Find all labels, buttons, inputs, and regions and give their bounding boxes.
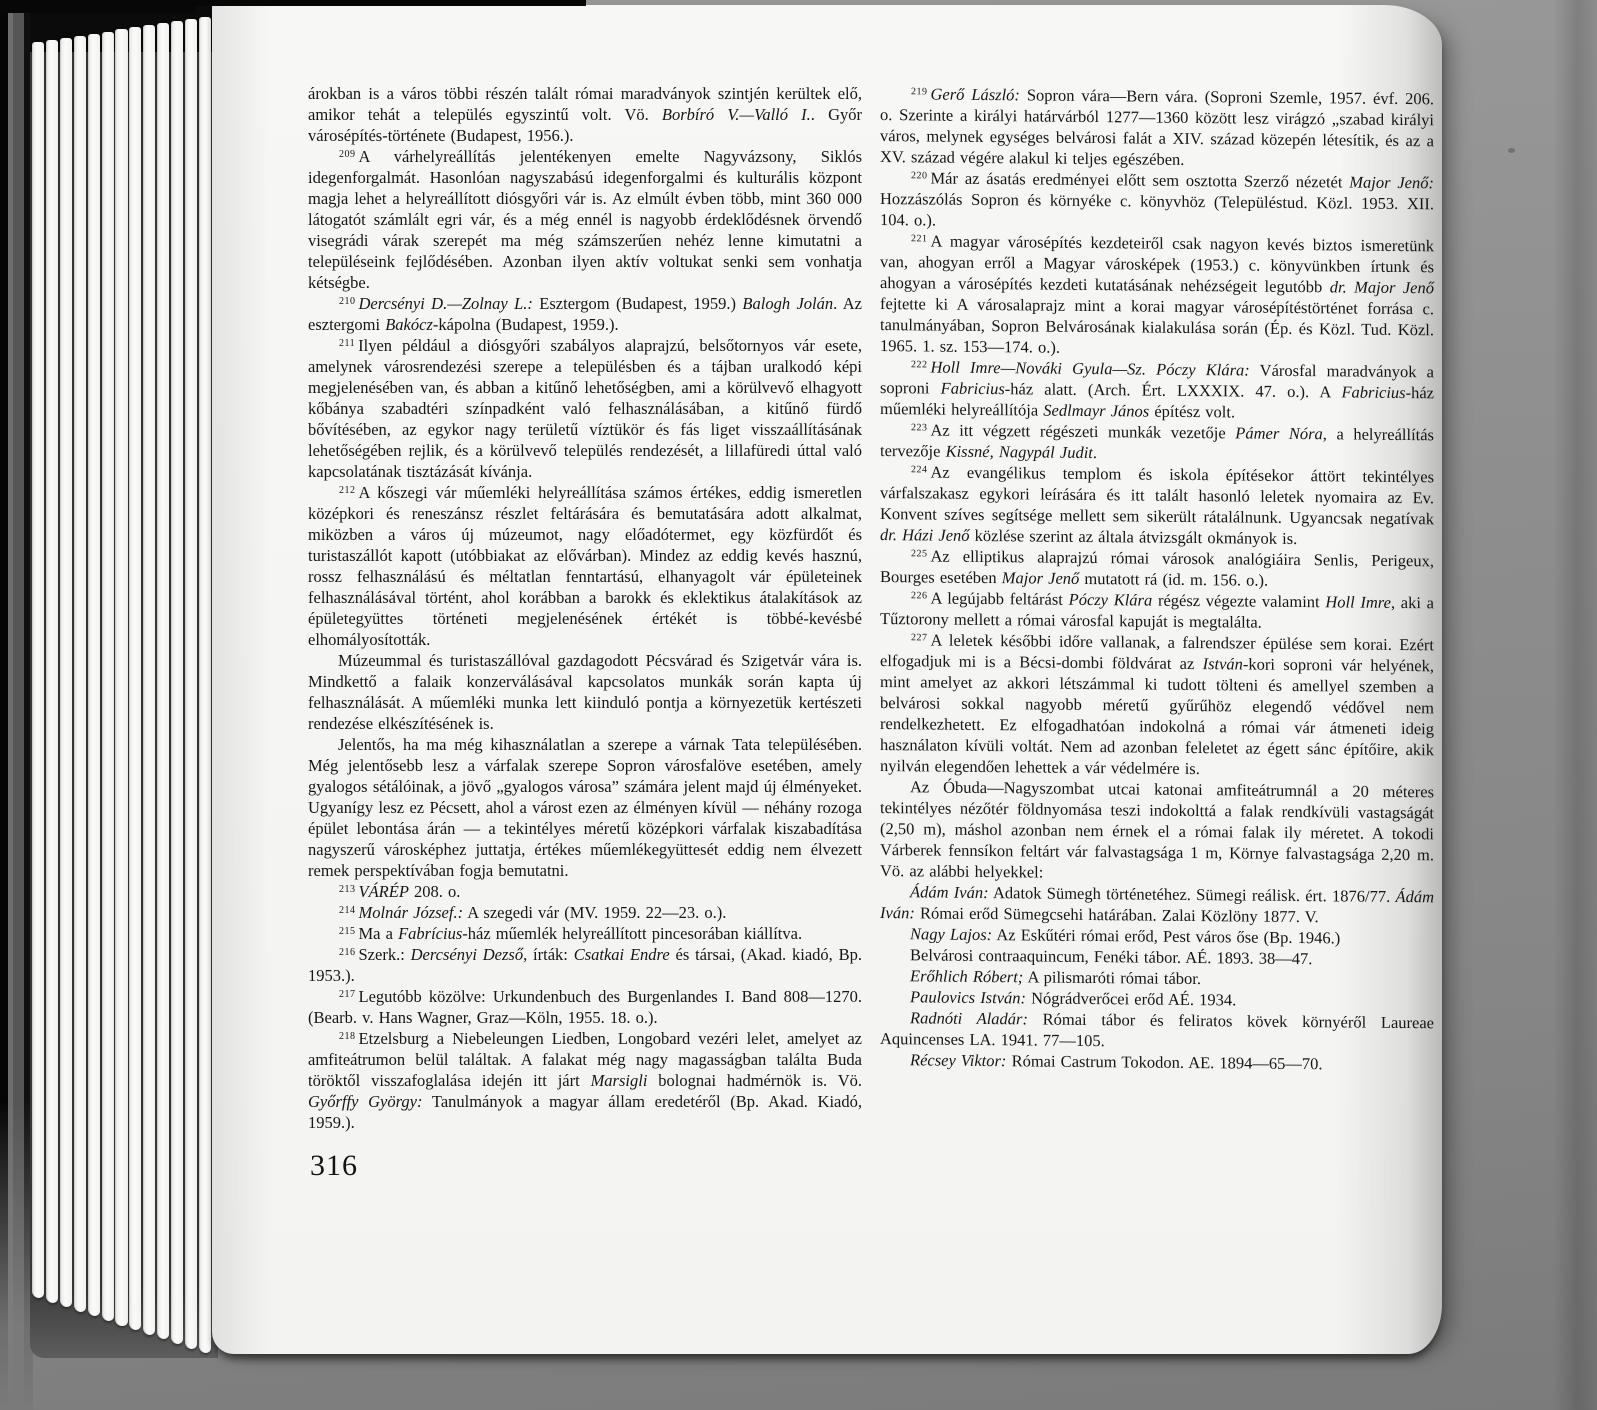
body-text: Római erőd Sümegcsehi határában. Zalai Közlöny 1877. V. — [914, 903, 1319, 927]
body-text: Szerk.: — [358, 945, 411, 964]
italic-text: Ádám Iván: — [910, 882, 989, 903]
italic-text: Holl Imre — [1325, 592, 1391, 612]
body-text: A pilismaróti római tábor. — [1023, 967, 1201, 989]
italic-text: Erőhlich Róbert; — [910, 966, 1024, 987]
page-edge-stack — [30, 6, 218, 1358]
footnote-number: 227 — [911, 632, 928, 644]
page-edge-strip — [157, 23, 169, 1339]
page-edge-strip — [102, 32, 114, 1322]
body-text: bolognai hadmérnök is. Vö. — [647, 1071, 862, 1090]
body-text: Jelentős, ha ma még kihasználatlan a szerepe a várnak Tata településében. Még jelentősebb lesz a várfalak szerepe Sopron városfalöve esetében, amely gyalogos sétálóinak, a jövő „gyalogos városa” számára jelent majd új élményeket. Ugyanígy lesz ez Pécsett, ahol a várost ezen az élményen kívül — néhány rozoga épület lebontása árán — a tekintélyes méretű középkori várfalak kiszabadítása nagyszerű városképhez juttatja, értékes műemlékegyüttesét eddig nem élvezett remek perspektívában fogja bemutatni. — [308, 735, 862, 880]
text-paragraph — [880, 1049, 1434, 1075]
italic-text: Borbíró V.—Valló I. — [661, 105, 811, 124]
text-paragraph — [308, 83, 862, 146]
footnote-number: 211 — [339, 338, 356, 349]
footnote-paragraph — [308, 986, 862, 1028]
italic-text: VÁRÉP — [358, 882, 409, 901]
page-edge-strip — [115, 29, 127, 1325]
column-left — [308, 83, 862, 1181]
body-text: A várhelyreállítás jelentékenyen emelte Nagyvázsony, Siklós idegenforgalmát. Hasonlóan nagyszabású idegenforgalmi és kulturális központ magja lehet a helyreállított diósgyőri vár is. Az elmúlt évben több, mint 360 000 látogatót számlált egri vár, és a még ennél is nagyobb érdeklődésnek örvendő visegrádi várak szerepét ma még számszerűen nehéz lenne kimutatni a településeink fejlődésében. Azonban ilyen aktív voltukat senki sem vonhatja kétségbe. — [308, 147, 862, 292]
body-text: Ma a — [358, 924, 399, 943]
body-text: . Az esztergomi — [308, 294, 862, 334]
body-text: , írták: — [523, 945, 574, 964]
italic-text: Marsigli — [590, 1071, 648, 1090]
body-text: 208. o. — [408, 882, 461, 901]
italic-text: Nagy Lajos: — [910, 924, 993, 945]
footnote-paragraph — [880, 587, 1434, 634]
footnote-paragraph — [308, 293, 862, 335]
footnote-number: 216 — [339, 947, 356, 958]
italic-text: Fabricius — [940, 378, 1005, 399]
text-paragraph — [880, 1007, 1434, 1054]
footnote-paragraph — [880, 629, 1434, 781]
body-text: Városfal maradványok a soproni — [880, 360, 1434, 398]
italic-text: Major Jenő — [1001, 568, 1080, 588]
scan-speck — [1508, 148, 1515, 153]
body-text: A magyar városépítés kezdeteiről csak nagyon kevés biztos ismeretünk van, ahogyan erről a Magyar városképek (1953.) c. könyvünkben írtunk és ahogyan a városépítés kezdeti kutatásának nehézségeit legutóbb — [880, 231, 1434, 297]
body-text: Nógrádverőcei erőd AÉ. 1934. — [1026, 988, 1237, 1010]
page-edge-strip — [46, 40, 58, 1303]
page-edge-strip — [171, 21, 183, 1344]
page-edge-strip — [74, 36, 86, 1312]
scanner-right-band — [1553, 0, 1597, 1410]
italic-text: dr. Major Jenő — [1329, 277, 1434, 298]
italic-text: Csatkai Endre — [573, 945, 670, 964]
footnote-paragraph — [308, 482, 862, 650]
footnote-number: 221 — [911, 233, 928, 245]
footnote-number: 222 — [911, 359, 928, 371]
body-text: Etzelsburg a Niebeleungen Liedben, Longobard vezéri lelet, amelyet az amfiteátrumon belül találtak. A falakat még nagy magasságban találta Buda töröktől visszafoglalása idején itt járt — [308, 1029, 862, 1090]
footnote-number: 218 — [339, 1031, 356, 1042]
italic-text: Dercsényi Dezső — [410, 945, 524, 964]
body-text: fejtette ki A városalaprajz mint a korai magyar városépítéstörténet forrása c. tanulmányában, Sopron Belvárosának kialakulása során (Ép. és Közl. Tud. Közl. 1965. 1. sz. 153—174. o.). — [880, 294, 1434, 357]
footnote-paragraph — [308, 923, 862, 944]
body-text: Adatok Sümegh történetéhez. Sümegi reálisk. ért. 1876/77. — [988, 883, 1396, 906]
body-text: árokban is a város többi részén talált római maradványok szintjén kerültek elő, amikor tehát a település egyszintű volt. Vö. — [308, 84, 862, 124]
italic-text: Kissné, Nagypál Judit — [945, 441, 1093, 463]
footnote-number: 209 — [339, 149, 356, 160]
italic-text: Győrffy György: — [308, 1092, 423, 1111]
italic-text: Póczy Klára — [1068, 589, 1153, 610]
footnote-number: 225 — [911, 548, 928, 560]
body-text: Hozzászólás Sopron és környéke c. könyvhöz (Településtud. Közl. 1953. XII. 104. o.). — [880, 189, 1434, 230]
body-text: Legutóbb közölve: Urkundenbuch des Burgenlandes I. Band 808—1270. (Bearb. v. Hans Wagner, Graz—Köln, 1955. 18. o.). — [308, 987, 862, 1027]
body-text: Az evangélikus templom és iskola építésekor áttört tekintélyes várfalszakasz egykori leírására és itt talált hasonló leletek nyomaira az Ev. Konvent szíves segítsége mellett sem sikerült rátalálnunk. Ugyancsak negatívak — [880, 462, 1434, 529]
text-paragraph — [880, 776, 1434, 886]
footnote-paragraph — [308, 881, 862, 902]
footnote-number: 219 — [911, 86, 928, 98]
page-edge-strip — [32, 42, 44, 1298]
body-text: , aki a Tűztorony mellett a római városfal kapuját is megtalálta. — [880, 592, 1434, 632]
body-text: építész volt. — [1149, 401, 1236, 422]
body-text: Az elliptikus alaprajzú római városok analógiáira Senlis, Perigeux, Bourges esetében — [880, 546, 1434, 588]
page-edge-strip — [185, 19, 197, 1349]
body-text: . — [1092, 443, 1098, 463]
footnote-number: 214 — [339, 905, 356, 916]
body-text: -kori soproni vár helyének, mint amelyet az akkori létszámmal ki tudott tölteni és amellyel szemben a belvárosi sokkal nagyobb méretű gyűrűhöz elegendő védővel nem rendelkezhetett. Ez elfogadhatóan indokolná a római vár átmeneti ideig használaton kívüli voltát. Nem ad azonban feleletet az égett sánc építőire, akik nyilván elegendően lehettek a vár védelmére is. — [880, 654, 1434, 779]
text-paragraph — [308, 650, 862, 734]
footnote-number: 212 — [339, 485, 356, 496]
body-text: A leletek későbbi időre vallanak, a falrendszer épülése sem korai. Ezért elfogadjuk mi is a Bécsi-dombi földvárat az — [880, 630, 1434, 674]
page-number: 316 — [310, 1149, 358, 1182]
body-text: A legújabb feltárást — [930, 588, 1069, 609]
body-text: . Győr városépítés-története (Budapest, 1956.). — [308, 105, 862, 145]
italic-text: Balogh Jolán — [742, 294, 834, 313]
body-text: A kőszegi vár műemléki helyreállítása számos értékes, eddig ismeretlen középkori és reneszánsz részlet feltárására és bemutatására adott alkalmat, miközben a város új múzeumot, nagy előadótermet, egy közfürdőt és turistaszállót kapott (utóbbiakat az elővárban). Mindez az eddig kevés hasznú, rossz felhasználású és méltatlan fenntartású, elhanyagolt vár épületeinek felhasználásával történt, ahol korábban a barokk és eklektikus átalakítások az épületegyüttes történeti megjelenésének értékét is többé-kevésbé elhomályosították. — [308, 483, 862, 649]
footnote-paragraph — [308, 335, 862, 482]
body-text: mutatott rá (id. m. 156. o.). — [1079, 568, 1269, 590]
body-text: Az Eskűtéri római erőd, Pest város őse (Bp. 1946.) — [992, 925, 1341, 948]
italic-text: Dercsényi D.—Zolnay L.: — [358, 294, 533, 313]
footnote-paragraph — [308, 944, 862, 986]
italic-text: Sedlmayr János — [1043, 400, 1150, 421]
body-text: Már az ásatás eredményei előtt sem osztotta Szerző nézetét — [930, 168, 1350, 192]
footnote-paragraph — [880, 230, 1434, 361]
footnote-number: 213 — [339, 884, 356, 895]
footnote-number: 220 — [911, 170, 928, 182]
footnote-paragraph — [880, 356, 1434, 424]
italic-text: dr. Házi Jenő — [880, 525, 970, 545]
footnote-number: 215 — [339, 926, 356, 937]
page-edge-strip — [199, 17, 211, 1353]
body-text: Az Óbuda—Nagyszombat utcai katonai amfiteátrumnál a 20 méteres tekintélyes nézőtér földnyomása teszi indokolttá a falak rendkívüli vastagságát (2,50 m), máshol azonban nem érnek el a római falak ily méretet. A tokodi Várberek fennsíkon feltárt vár falvastagsága 1 m, Környe falvastagsága 2,20 m. Vö. az alábbi helyekkel: — [880, 777, 1434, 882]
footnote-number: 224 — [911, 464, 928, 476]
page-edge-strip — [129, 27, 141, 1330]
body-text: Az itt végzett régészeti munkák vezetője — [930, 420, 1236, 443]
italic-text: Fabrícius — [398, 924, 463, 943]
book-page — [212, 5, 1442, 1354]
footnote-paragraph — [308, 902, 862, 923]
page-edge-strip — [60, 38, 72, 1307]
scan-top-dark-line — [0, 0, 586, 6]
italic-text: Ádám Iván: — [880, 886, 1435, 923]
body-text: régész végezte valamint — [1152, 590, 1326, 612]
body-text: Belvárosi contraaquincum, Fenéki tábor. AÉ. 1893. 38—47. — [910, 945, 1313, 969]
body-text: Római tábor és feliratos kövek környéről Laureae Aquincenses LA. 1941. 77—105. — [880, 1009, 1435, 1051]
footnote-paragraph — [880, 419, 1434, 466]
footnote-paragraph — [880, 167, 1434, 235]
footnote-number: 210 — [339, 296, 356, 307]
italic-text: Bakócz — [385, 315, 433, 334]
body-text: -ház alatt. (Arch. Ért. LXXXIX. 47. o.). A — [1004, 379, 1342, 402]
body-text: Ilyen például a diósgyőri szabályos alaprajzú, belsőtornyos vár esete, amelynek városrendezési szerepe a településben és a tájban uralkodó képi megjelenésében van, és abban a kitűnő lehetőségben, ami a körülvevő elhagyott kőbánya szabadtéri színpadként való felhasználásában, a kitűnő fürdő bővítésében, az egykor nagy területű víztükör és fás liget visszaállításának lehetőségében rejlik, és a körülvevő település rendezését, a lillafüredi úttal való kapcsolatának tisztázását kívánja. — [308, 336, 862, 481]
body-text: , a helyreállítás tervezője — [880, 424, 1434, 461]
page-edge-strip — [143, 25, 155, 1335]
italic-text: Paulovics István: — [910, 987, 1027, 1008]
column-right — [880, 83, 1434, 1075]
body-text: Múzeummal és turistaszállóval gazdagodott Pécsvárad és Szigetvár vára is. Mindkettő a falaik konzerválásával kapcsolatos munkák során kapta új felhasználását. A műemléki munka lett kiinduló pontja a környezetük kertészeti rendezése elkészítésének is. — [308, 651, 862, 733]
scan-left-dark-edge — [0, 0, 33, 1410]
italic-text: Holl Imre—Nováki Gyula—Sz. Póczy Klára: — [930, 357, 1250, 380]
footnote-paragraph — [880, 461, 1434, 550]
italic-text: Radnóti Aladár: — [910, 1008, 1028, 1029]
body-text: -kápolna (Budapest, 1959.). — [432, 315, 619, 334]
text-paragraph — [308, 734, 862, 881]
italic-text: Gerő László: — [930, 84, 1020, 105]
page-edge-strip — [88, 34, 100, 1317]
body-text: Sopron vára—Bern vára. (Soproni Szemle, 1957. évf. 206. o. Szerinte a királyi határvárból 1277—1360 között lesz virágzó „szabad királyi város, melynek egységes belvárosi falát a XIV. század közepén létesítik, és az a XV. század végére alakul ki teljes egészében. — [880, 85, 1434, 169]
footnote-paragraph — [880, 545, 1434, 592]
footnote-paragraph — [308, 146, 862, 293]
footnote-number: 217 — [339, 989, 356, 1000]
body-text: Tanulmányok a magyar állam eredetéről (Bp. Akad. Kiadó, 1959.). — [308, 1092, 862, 1132]
italic-text: Molnár József.: — [358, 903, 464, 922]
footnote-paragraph — [308, 1028, 862, 1133]
text-paragraph — [880, 881, 1434, 928]
body-text: Római Castrum Tokodon. AE. 1894—65—70. — [1006, 1051, 1323, 1074]
body-text: -ház műemlék helyreállított pincesorában kiállítva. — [462, 924, 803, 943]
italic-text: Pámer Nóra — [1235, 423, 1323, 444]
italic-text: István — [1202, 654, 1243, 674]
footnote-number: 226 — [911, 590, 928, 602]
body-text: és társai, (Akad. kiadó, Bp. 1953.). — [308, 945, 862, 985]
footnote-number: 223 — [911, 422, 928, 434]
italic-text: Major Jenő: — [1349, 172, 1434, 193]
italic-text: Récsey Viktor: — [910, 1050, 1007, 1071]
body-text: Esztergom (Budapest, 1959.) — [532, 294, 743, 313]
body-text: -ház műemléki helyreállítója — [880, 383, 1435, 420]
body-text: A szegedi vár (MV. 1959. 22—23. o.). — [463, 903, 727, 922]
footnote-paragraph — [880, 83, 1434, 172]
italic-text: Fabricius — [1341, 382, 1406, 403]
body-text: közlése szerint az általa átvizsgált okmányok is. — [969, 525, 1298, 549]
